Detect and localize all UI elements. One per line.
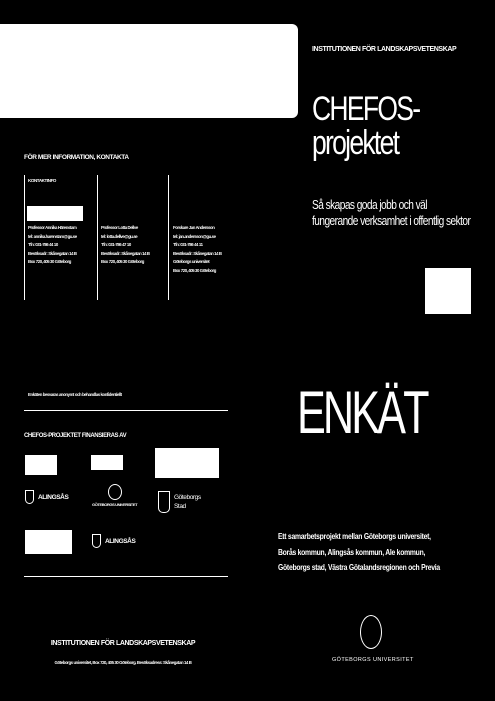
partner-logo: [25, 530, 72, 554]
divider: [24, 175, 25, 300]
title-line-2: projektet: [312, 124, 399, 162]
disclaimer: Enkäten besvaras anonymt och behandlas konfidentiellt: [28, 392, 122, 397]
partners-heading: CHEFOS-PROJEKTET FINANSIERAS AV: [24, 433, 127, 439]
seal-icon: [108, 484, 122, 500]
contact-card: [28, 224, 108, 267]
contact-logo: [27, 206, 83, 221]
partner-logo: [91, 455, 123, 470]
tagline-line-1: Så skapas goda jobb och väl: [312, 197, 427, 212]
contact-heading: FÖR MER INFORMATION, KONTAKTA: [24, 154, 129, 161]
contact-phone: Tfn: 031-786 44 11: [173, 242, 203, 248]
institution-footer: INSTITUTIONEN FÖR LANDSKAPSVETENSKAP: [50, 640, 196, 647]
page-title: [312, 92, 419, 160]
contact-address: Besöksadr: Skånegatan 14 B: [173, 250, 222, 256]
tagline-line-2: fungerande verksamhet i offentlig sektor: [312, 213, 471, 228]
partner-name: ALINGSÅS: [105, 537, 136, 545]
divider: [24, 410, 228, 411]
partner-logo-goteborg: [158, 491, 204, 513]
shield-icon: [158, 491, 170, 513]
partner-name: Göteborgs Stad: [174, 494, 201, 510]
partner-logo-alingsas-2: [92, 534, 135, 548]
university-seal-icon: [360, 615, 382, 649]
partner-name: ALINGSÅS: [38, 493, 69, 501]
contact-org: Göteborgs universitet: [173, 259, 210, 265]
title-line-1: CHEFOS-: [312, 90, 420, 128]
contact-postal: Box 720, 405 30 Göteborg: [173, 267, 216, 273]
project-description: [278, 529, 469, 576]
partner-name: GÖTEBORGS UNIVERSITET: [92, 502, 138, 507]
shield-icon: [92, 534, 101, 548]
partner-logo: [25, 455, 57, 475]
decor-square: [425, 268, 471, 314]
contact-phone: Tfn: 031-786 44 10: [28, 242, 58, 248]
institution-header: INSTITUTIONEN FÖR LANDSKAPSVETENSKAP: [312, 46, 457, 53]
description-line: Borås kommun, Alingsås kommun, Ale kommun,: [278, 547, 426, 557]
contact-address: Besöksadr: Skånegatan 14 B: [101, 250, 150, 256]
contact-email[interactable]: tel: lotta.dellve@gu.se: [101, 233, 138, 239]
contact-email[interactable]: tel: jan.andersson@gu.se: [173, 233, 216, 239]
university-name: GÖTEBORGS UNIVERSITET: [332, 657, 414, 663]
contact-card: [101, 224, 181, 267]
contact-name: Professor Lotta Dellve: [101, 225, 138, 230]
partner-logo-gu: [92, 484, 137, 507]
contact-card: [173, 224, 253, 276]
contact-tag: KONTAKTINFO: [28, 178, 57, 183]
contact-postal: Box 720, 405 30 Göteborg: [28, 259, 71, 265]
shield-icon: [25, 490, 34, 504]
contact-address: Besöksadr: Skånegatan 14 B: [28, 250, 77, 256]
description-line: Ett samarbetsprojekt mellan Göteborgs universitet,: [278, 532, 431, 541]
contact-phone: Tfn: 031-786 47 10: [101, 242, 131, 248]
contact-name: Forskare Jan Andersson: [173, 225, 215, 230]
contact-postal: Box 720, 405 30 Göteborg: [101, 259, 144, 265]
tagline: [312, 197, 491, 229]
partner-logo-alingsas: [25, 490, 68, 504]
description-line: Göteborgs stad, Västra Götalandsregionen och Previa: [278, 563, 440, 572]
survey-label: ENKÄT: [297, 379, 427, 446]
footer-address: Göteborgs universitet, Box 720, 405 30 Göteborg. Besöksadress: Skånegatan 14 B: [54, 660, 192, 665]
header-banner: [0, 24, 298, 118]
partner-logo: [155, 448, 219, 478]
divider: [24, 576, 228, 577]
contact-email[interactable]: tel: annika.harenstam@gu.se: [28, 233, 77, 239]
contact-name: Professor Annika Härenstam: [28, 225, 77, 230]
